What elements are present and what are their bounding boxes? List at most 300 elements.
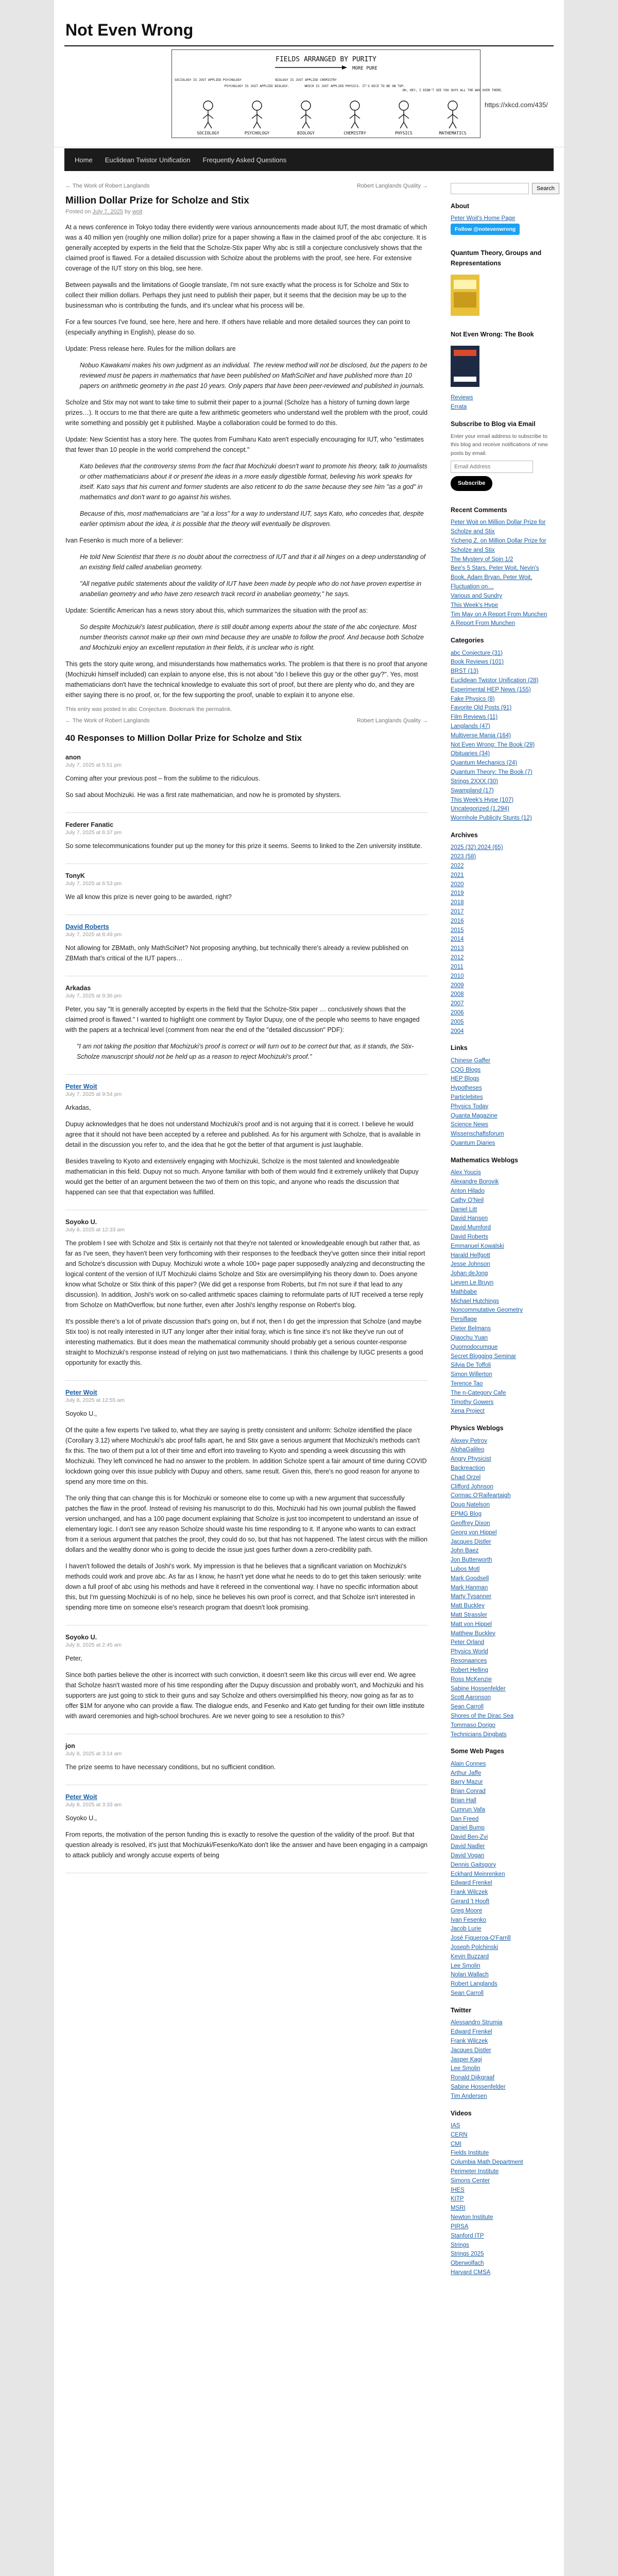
sidebar-link[interactable]: 2025 (32) 2024 (65)	[451, 844, 503, 851]
post-quote	[68, 360, 428, 391]
page	[54, 0, 564, 2576]
sidebar-list-item	[451, 1121, 554, 1130]
sidebar-link[interactable]: Science News	[451, 1122, 488, 1128]
sidebar-link[interactable]: Mark Goodsell	[451, 1575, 489, 1582]
sidebar-link[interactable]: David Ben-Zvi	[451, 1834, 488, 1841]
sidebar-link[interactable]: Brian Hall	[451, 1798, 476, 1804]
sidebar-list-item	[451, 981, 554, 991]
home-page-link[interactable]: Peter Woit's Home Page	[451, 215, 516, 222]
sidebar-link[interactable]: Frank Wilczek	[451, 2038, 488, 2044]
comic-field-label: BIOLOGY	[297, 131, 315, 135]
sidebar-link[interactable]: Sean Carroll	[451, 1990, 484, 1997]
sidebar-list-item	[451, 2223, 554, 2232]
sidebar-list-item	[451, 1343, 554, 1352]
comment-date[interactable]: July 7, 2025 at 9:54 pm	[65, 1091, 122, 1097]
sidebar-link[interactable]: Strings 2025	[451, 2251, 484, 2258]
post-footer-meta: This entry was posted in abc Conjecture. Bookmark the permalink.	[65, 706, 232, 713]
sidebar-list-item	[451, 759, 554, 768]
sidebar-link[interactable]: Book Reviews (101)	[451, 659, 504, 666]
sidebar-list-item	[451, 1778, 554, 1787]
comment-date[interactable]: July 7, 2025 at 6:37 pm	[65, 829, 122, 836]
comment-date[interactable]: July 7, 2025 at 9:36 pm	[65, 993, 122, 999]
nav-faq[interactable]: Frequently Asked Questions	[202, 156, 287, 164]
sidebar-link[interactable]: John Baez	[451, 1548, 479, 1554]
search-input[interactable]	[451, 183, 529, 194]
sidebar-list-item	[451, 1455, 554, 1464]
sidebar-link[interactable]: 2019	[451, 890, 464, 897]
comment-date[interactable]: July 8, 2025 at 2:45 am	[65, 1642, 122, 1648]
sidebar-link[interactable]: 2014	[451, 936, 464, 943]
sidebar-link[interactable]: Langlands (47)	[451, 723, 490, 730]
comment-date[interactable]: July 7, 2025 at 5:51 pm	[65, 762, 122, 768]
sidebar-link[interactable]: Hypotheses	[451, 1085, 482, 1092]
sidebar-link[interactable]: Quantum Diaries	[451, 1140, 495, 1147]
sidebar-list-item	[451, 2259, 554, 2268]
sidebar-link[interactable]: Bee's 5 Stars, Peter Woit, Nevin's Book, Adam Bryan, Peter Woit, Fluctuation on…	[451, 565, 539, 590]
sidebar-link[interactable]: Lee Smolin	[451, 2065, 480, 2072]
sidebar-link[interactable]: 2008	[451, 991, 464, 998]
sidebar-link[interactable]: Peter Orland	[451, 1639, 485, 1646]
sidebar-link[interactable]: 2017	[451, 909, 464, 916]
sidebar-link[interactable]: Frank Wilczek	[451, 1889, 488, 1896]
sidebar-list-item	[451, 2092, 554, 2102]
comment-text: It's possible there's a lot of private discussion that's going on, but if not, then I do get the impression that Scholze (and maybe Stix too) is not really interested in IUT any longer after their initial foray, which is fine since it's not like they've run out of interesting mathematics. But it does mean the mathematical community should probably get a serious counter-response straight to Mochizuki's response instead of relying on just two mathematicians. I think this challenge by IUGC presents a good opportunity for exactly this.	[65, 1318, 423, 1366]
comment-author[interactable]: Peter Woit	[65, 1389, 97, 1396]
sidebar-link[interactable]: Jon Butterworth	[451, 1557, 492, 1564]
post-paragraph: Update: New Scientist has a story here. The quotes from Fumiharu Kato aren't especially encouraging for IUT, who "estimates that fewer than 10 people in the world comprehend the concept."	[65, 436, 424, 453]
sidebar-link[interactable]: KITP	[451, 2196, 464, 2202]
sidebar-link[interactable]: Mathbabe	[451, 1289, 477, 1295]
email-field[interactable]	[451, 461, 533, 473]
sidebar-link[interactable]: MSRI	[451, 2205, 466, 2212]
sidebar-link[interactable]: IAS	[451, 2122, 460, 2129]
sidebar-link[interactable]: Quanta Magazine	[451, 1112, 497, 1119]
sidebar-link[interactable]: Alain Connes	[451, 1760, 486, 1767]
subscribe-button[interactable]: Subscribe	[451, 476, 492, 491]
sidebar-list-item	[451, 1925, 554, 1934]
sidebar-link[interactable]: 2009	[451, 982, 464, 989]
sidebar-link[interactable]: Fields Institute	[451, 2150, 489, 2157]
sidebar-link[interactable]: 2020	[451, 881, 464, 888]
sidebar-link[interactable]: 2006	[451, 1009, 464, 1016]
sidebar-link[interactable]: José Figueroa-O'Farrill	[451, 1935, 511, 1942]
sidebar-link[interactable]: Quantum Theory: The Book (7)	[451, 769, 533, 776]
sidebar-list-item	[451, 1703, 554, 1712]
comment-date[interactable]: July 8, 2025 at 3:33 am	[65, 1802, 122, 1808]
sidebar-list-item	[451, 658, 554, 667]
sidebar-list-item	[451, 1538, 554, 1547]
sidebar-link[interactable]: Secret Blogging Seminar	[451, 1353, 517, 1360]
sidebar-link[interactable]: Cumrun Vafa	[451, 1806, 485, 1813]
sidebar-link[interactable]: Xena Project	[451, 1408, 485, 1415]
sidebar-link[interactable]: David Vogan	[451, 1852, 485, 1859]
sidebar-link[interactable]: 2007	[451, 1001, 464, 1007]
sidebar-list-item	[451, 1769, 554, 1778]
sidebar-link[interactable]: Oberwolfach	[451, 2260, 484, 2267]
sidebar-link[interactable]: Newton Institute	[451, 2214, 493, 2221]
sidebar-link[interactable]: 2021	[451, 872, 464, 878]
sidebar-link[interactable]: Sean Carroll	[451, 1704, 484, 1710]
sidebar-link[interactable]: Quantum Mechanics (24)	[451, 760, 518, 767]
sidebar-link[interactable]: Yicheng Z. on Million Dollar Prize for Scholze and Stix	[451, 538, 546, 553]
sidebar-link[interactable]: Anton Hilado	[451, 1188, 485, 1194]
sidebar-list-item	[451, 1269, 554, 1279]
reviews-link[interactable]: Reviews	[451, 395, 473, 401]
sidebar-list-item	[451, 787, 554, 796]
sidebar-list-item	[451, 1916, 554, 1925]
comment-text: The only thing that can change this is for Mochizuki or someone else to come up with a new argument that successfully patches the flaw in the proof. Instead of revising his manuscript to do this, Mochizuki had his own journal publish the flawed version unchanged, and has a 100 page document explaining that Scholze is just too incompetent to understand an issue of elementary logic. I don't see any reason Scholze should waste his time responding to it. If anyone who wants to can extract from it a serious argument that patches the proof, they could do so, but that has not happened. The latest circus with the million dollars and the wealthy donor who is going to decide the issue just goes further down a zero-credibility path.	[65, 1495, 427, 1553]
sidebar-link[interactable]: Jacques Distler	[451, 1538, 491, 1545]
sidebar-link[interactable]: Michael Hutchings	[451, 1298, 499, 1304]
sidebar-list-item	[451, 1464, 554, 1473]
sidebar-list-item	[451, 1027, 554, 1037]
sidebar-link[interactable]: EPMG Blog	[451, 1511, 482, 1518]
sidebar-list-item	[451, 862, 554, 871]
sidebar-list-item	[451, 1584, 554, 1593]
sidebar-link[interactable]: A Report From Munchen	[451, 620, 516, 627]
nav-home[interactable]: Home	[75, 156, 93, 164]
sidebar-link[interactable]: Sabine Hossenfelder	[451, 2083, 506, 2090]
sidebar-list-item	[451, 1806, 554, 1815]
sidebar-link[interactable]: Scott Aaronson	[451, 1694, 491, 1701]
comic-field-label: SOCIOLOGY	[197, 131, 219, 135]
sidebar-link[interactable]: 2015	[451, 927, 464, 934]
sidebar-list-item	[451, 1852, 554, 1861]
sidebar-link[interactable]: Geoffrey Dixon	[451, 1520, 490, 1527]
comment	[65, 821, 428, 864]
sidebar-link[interactable]: 2018	[451, 900, 464, 906]
math-weblogs-heading: Mathematics Weblogs	[451, 1156, 519, 1164]
sidebar-link[interactable]: Brian Conrad	[451, 1788, 486, 1795]
sidebar-link[interactable]: Particlebites	[451, 1094, 483, 1101]
sidebar-link[interactable]: Shores of the Dirac Sea	[451, 1713, 514, 1719]
sidebar-list-item	[451, 768, 554, 777]
sidebar-link[interactable]: Obituaries (34)	[451, 751, 490, 757]
sidebar-link[interactable]: Perimeter Institute	[451, 2168, 499, 2175]
sidebar-link[interactable]: 2005	[451, 1019, 464, 1025]
prev-post-link[interactable]: ← The Work of Robert Langlands	[65, 718, 150, 724]
sidebar-link[interactable]: Harald Helfgott	[451, 1252, 490, 1259]
sidebar-link[interactable]: Technicians Dingbats	[451, 1731, 507, 1738]
sidebar-link[interactable]: Georg von Hippel	[451, 1529, 497, 1536]
sidebar-list-item	[451, 1334, 554, 1343]
sidebar-link[interactable]: Clifford Johnson	[451, 1483, 493, 1490]
post-paragraph: Update: Press release here. Rules for the million dollars are	[65, 345, 236, 352]
search-button[interactable]: Search	[532, 183, 559, 194]
sidebar-link[interactable]: Backreaction	[451, 1465, 485, 1472]
sidebar-list-item	[451, 963, 554, 972]
sidebar-list-item	[451, 1279, 554, 1288]
sidebar-link[interactable]: Alexey Petrov	[451, 1437, 487, 1444]
sidebar-link[interactable]: Edward Frenkel	[451, 2029, 492, 2036]
comment-date[interactable]: July 8, 2025 at 3:14 am	[65, 1751, 122, 1757]
sidebar-link[interactable]: Matt Strassler	[451, 1612, 487, 1619]
sidebar-link[interactable]: Johan deJong	[451, 1270, 488, 1277]
sidebar-link[interactable]: Doug Natelson	[451, 1502, 490, 1509]
sidebar-list-item	[451, 1815, 554, 1824]
sidebar-list-item	[451, 1473, 554, 1483]
sidebar-link[interactable]: Simon Willerton	[451, 1371, 492, 1378]
comic-speech: OH, HEY, I DIDN'T SEE YOU GUYS ALL THE WAY OVER THERE.	[402, 89, 503, 92]
sidebar-link[interactable]: 2016	[451, 918, 464, 924]
sidebar-list-item	[451, 695, 554, 704]
sidebar-link[interactable]: 2013	[451, 945, 464, 952]
sidebar-list-item	[451, 1315, 554, 1325]
sidebar-link[interactable]: Euclidean Twistor Unification (28)	[451, 677, 539, 684]
sidebar-link[interactable]: Edward Frenkel	[451, 1880, 492, 1887]
site-title[interactable]: Not Even Wrong	[65, 21, 194, 39]
comment	[65, 1083, 428, 1210]
sidebar-link[interactable]: David Mumford	[451, 1225, 491, 1231]
sidebar-link[interactable]: Wormhole Publicity Stunts (12)	[451, 815, 532, 822]
sidebar-link[interactable]: Lieven Le Bruyn	[451, 1280, 494, 1286]
sidebar-link[interactable]: Tim Andersen	[451, 2093, 487, 2099]
sidebar-link[interactable]: Terence Tao	[451, 1380, 483, 1387]
sidebar-list-item	[451, 611, 554, 620]
comment-author[interactable]: Peter Woit	[65, 1793, 97, 1801]
sidebar-link[interactable]: Alexandre Borovik	[451, 1179, 499, 1185]
sidebar-link[interactable]: Strings	[451, 2242, 469, 2248]
sidebar-link[interactable]: Qiaochu Yuan	[451, 1334, 488, 1341]
sidebar-link[interactable]: abc Conjecture (31)	[451, 650, 503, 656]
banner-url[interactable]: https://xkcd.com/435/	[485, 101, 548, 109]
sidebar-link[interactable]: 2011	[451, 963, 464, 970]
sidebar-link[interactable]: Sabine Hossenfelder	[451, 1685, 506, 1692]
sidebar-link[interactable]: Cathy O'Neil	[451, 1197, 484, 1204]
search-form	[451, 183, 554, 194]
comment-author[interactable]: David Roberts	[65, 923, 109, 930]
sidebar-link[interactable]: Fake Physics (8)	[451, 696, 495, 702]
quote-text: He told New Scientist that there is no doubt about the correctness of IUT and that it all hinges on a deep understanding of an existing field called anabelian geometry.	[80, 553, 426, 571]
prev-post-link[interactable]: ← The Work of Robert Langlands	[65, 183, 150, 189]
sidebar-link[interactable]: Timothy Gowers	[451, 1399, 494, 1405]
svg-text:MORE PURE: MORE PURE	[352, 66, 377, 71]
sidebar-list-item	[451, 796, 554, 805]
sidebar-link[interactable]: CQG Blogs	[451, 1066, 481, 1073]
post-paragraph: For a few sources I've found, see here, here and here. If others have reliable and more detailed sources they can point to (especially anything in English), please do so.	[65, 318, 410, 336]
next-post-link[interactable]: Robert Langlands Quality →	[356, 183, 428, 189]
sidebar-link[interactable]: Jasper Kagi	[451, 2056, 482, 2063]
sidebar-link[interactable]: Dan Freed	[451, 1816, 479, 1822]
sidebar-link[interactable]: Ross McKenzie	[451, 1676, 492, 1683]
sidebar-link[interactable]: Jacques Distler	[451, 2047, 491, 2054]
sidebar-link[interactable]: Kevin Buzzard	[451, 1953, 489, 1960]
sidebar-link[interactable]: Barry Mazur	[451, 1779, 483, 1786]
sidebar-link[interactable]: Strings 2XXX (30)	[451, 778, 499, 785]
sidebar-link[interactable]: Robert Langlands	[451, 1981, 497, 1988]
sidebar-link[interactable]: Alessandro Strumia	[451, 2020, 503, 2026]
sidebar-link[interactable]: Daniel Litt	[451, 1206, 477, 1213]
sidebar-link[interactable]: Tommaso Dorigo	[451, 1722, 495, 1728]
sidebar-link[interactable]: David Roberts	[451, 1233, 488, 1240]
sidebar-link[interactable]: Resonaances	[451, 1658, 487, 1665]
comment-text: Soyoko U.,	[65, 1410, 97, 1417]
errata-link[interactable]: Errata	[451, 404, 467, 411]
sidebar-list-item	[451, 619, 554, 629]
sidebar-link[interactable]: Emmanuel Kowalski	[451, 1243, 504, 1249]
categories-heading: Categories	[451, 637, 484, 645]
sidebar-list-item	[451, 1888, 554, 1897]
sidebar-link[interactable]: Matt Buckley	[451, 1603, 485, 1609]
sidebar-link[interactable]: Wissenschaftsforum	[451, 1131, 504, 1138]
sidebar-link[interactable]: Persiflage	[451, 1316, 477, 1323]
comment-text: Not allowing for ZBMath, only MathSciNet? Not proposing anything, but technically there's already a review published on ZBMath that's critical of the IUT papers…	[65, 944, 408, 962]
quote-text: "All negative public statements about the validity of IUT have been made by people who do not have proven expertise in anabelian geometry and who have zero research track record in anabelian geometry," he says.	[80, 580, 422, 598]
sidebar-link[interactable]: 2023 (58)	[451, 854, 476, 860]
sidebar-link[interactable]: David Hansen	[451, 1215, 488, 1222]
sidebar-link[interactable]: Simons Center	[451, 2177, 490, 2184]
post-navigation	[65, 183, 428, 189]
sidebar-link[interactable]: 2010	[451, 973, 464, 979]
sidebar-link[interactable]: Cormac O'Raifeartaigh	[451, 1493, 511, 1499]
sidebar-link[interactable]: Greg Moore	[451, 1907, 483, 1914]
sidebar-link[interactable]: Ronald Dijkgraaf	[451, 2075, 495, 2081]
sidebar-link[interactable]: Film Reviews (11)	[451, 714, 498, 721]
sidebar-link[interactable]: Harvard CMSA	[451, 2269, 491, 2276]
sidebar-list-item	[451, 1297, 554, 1307]
sidebar-link[interactable]: This Week's Hype (107)	[451, 796, 514, 803]
sidebar-list-item	[451, 649, 554, 658]
sidebar-link[interactable]: Noncommutative Geometry	[451, 1307, 523, 1314]
sidebar-link[interactable]: CMI	[451, 2141, 462, 2147]
comment-author: Soyoko U.	[65, 1634, 97, 1641]
sidebar-link[interactable]: Favorite Old Posts (91)	[451, 705, 512, 711]
sidebar-link[interactable]: Chad Orzel	[451, 1474, 481, 1481]
sidebar-link[interactable]: Matthew Buckley	[451, 1630, 495, 1637]
book1-heading: Quantum Theory, Groups and Representations	[451, 249, 542, 267]
sidebar-link[interactable]: This Week's Hype	[451, 602, 499, 608]
sidebar-list-item	[451, 908, 554, 917]
sidebar-link[interactable]: BRST (13)	[451, 668, 479, 675]
comment-text: Soyoko U.,	[65, 1815, 97, 1822]
sidebar-link[interactable]: Marty Tysanner	[451, 1594, 492, 1600]
comment-date[interactable]: July 7, 2025 at 6:53 pm	[65, 880, 122, 887]
sidebar-list-item	[451, 741, 554, 750]
nav-euclidean-twistor[interactable]: Euclidean Twistor Unification	[105, 156, 191, 164]
comment-author: Federer Fanatic	[65, 821, 114, 828]
sidebar-link[interactable]: Various and Sundry	[451, 592, 503, 599]
sidebar-list-item	[451, 2213, 554, 2223]
sidebar-link[interactable]: Matt von Hippel	[451, 1621, 492, 1628]
sidebar-list-item	[451, 1066, 554, 1075]
sidebar-link[interactable]: 2022	[451, 862, 464, 869]
book-cover-quantum-theory[interactable]	[451, 275, 479, 316]
sidebar-link[interactable]: Stanford ITP	[451, 2232, 484, 2239]
sidebar-link[interactable]: Uncategorized (1,294)	[451, 806, 509, 812]
sidebar-link[interactable]: The n-Category Cafe	[451, 1389, 506, 1396]
sidebar-link[interactable]: Swampland (17)	[451, 787, 494, 794]
sidebar-link[interactable]: Jesse Johnson	[451, 1261, 490, 1268]
sidebar-list-item	[451, 1437, 554, 1446]
sidebar-list-item	[451, 2268, 554, 2278]
sidebar-link[interactable]: Experimental HEP News (155)	[451, 686, 531, 693]
responses-heading: 40 Responses to Million Dollar Prize for Scholze and Stix	[65, 733, 302, 743]
sidebar-link[interactable]: CERN	[451, 2131, 468, 2138]
sidebar-list-item	[451, 555, 554, 565]
sidebar-link[interactable]: Physics Today	[451, 1103, 489, 1110]
sidebar-link[interactable]: Jacob Lurie	[451, 1926, 482, 1933]
post-paragraph: At a news conference in Tokyo today there evidently were various announcements made about IUT, the most dramatic of which was a 40 million yen (roughly one million dollar) prize for a paper showing a flaw in the claimed proof of the abc conjecture. It is generally accepted by experts in the field that the Scholze-Stix paper Why abc is still a conjecture conclusively shows that the claimed proof is flawed. For a detailed discussion with Scholze about the problems with the proof, see here. For extensive coverage of the IUT story on this blog, see here.	[65, 224, 427, 272]
comment-text: The problem I see with Scholze and Stix is certainly not that they're not talented or knowledgeable enough but rather that, as far as I've seen, they haven't been very forthcoming with their responses to the feedback they've gotten since their initial report and Scholze's discussion with Dupuy. Mochizuki wrote a whole 100+ page paper supposedly analyzing and deconstructing the logical content of the version of IUT Mochizuki claims Scholze and Stix are oversimplifying his theory down to. Does anyone know what Scholze or Stix think of this paper? (We did get a response from Roberts, but I'm not sure if that lead to any discussion). In addition, Joshi's work on so-called arithmetic spaces claiming to reformulate parts of IUT received a terse reply from Scholze on MathOverflow, but none further, even after Joshi's lengthy response on Robert's blog.	[65, 1240, 425, 1309]
comment-text: Peter, you say "It is generally accepted by experts in the field that the Scholze-Stix paper … conclusively shows that the claimed proof is flawed." I wanted to highlight one comment by Taylor Dupuy, one of the people who seems to have engaged with the papers at a technical level (comment from near the end of the "detailed discussion" PDF):	[65, 1006, 420, 1033]
sidebar-link[interactable]: Eckhard Meinrenken	[451, 1871, 505, 1877]
links-heading: Links	[451, 1044, 468, 1052]
sidebar-link[interactable]: Multiverse Mania (164)	[451, 732, 511, 739]
sidebar-link[interactable]: Gerard 't Hooft	[451, 1898, 490, 1905]
comment-date[interactable]: July 7, 2025 at 8:49 pm	[65, 931, 122, 938]
sidebar-link[interactable]: Silvia De Toffoli	[451, 1362, 491, 1369]
sidebar-link[interactable]: Ivan Fesenko	[451, 1917, 487, 1923]
comic-speech: SOCIOLOGY IS JUST APPLIED PSYCHOLOGY	[174, 78, 242, 82]
sidebar-list-item	[451, 1556, 554, 1565]
sidebar-link[interactable]: Not Even Wrong: The Book (29)	[451, 741, 535, 748]
sidebar-link[interactable]: Physics World	[451, 1649, 488, 1655]
sidebar-link[interactable]: Angry Physicist	[451, 1456, 491, 1463]
sidebar-link[interactable]: Robert Helling	[451, 1667, 488, 1673]
sidebar-link[interactable]: David Nadler	[451, 1843, 485, 1850]
sidebar-list-item	[451, 592, 554, 601]
sidebar-link[interactable]: Arthur Jaffe	[451, 1770, 482, 1776]
comment-date[interactable]: July 8, 2025 at 12:33 am	[65, 1227, 125, 1233]
sidebar-link[interactable]: Columbia Math Department	[451, 2159, 523, 2166]
comic-figure	[225, 84, 289, 135]
sidebar-list-item	[451, 1361, 554, 1370]
comment-text: Dupuy acknowledges that he does not understand Mochizuki's proof and is not arguing that it is correct. I believe he would agree that it should not have been accepted by a referee and published. As for his argument with Scholze, that is available in detail in the discussion you refer to, and the idea that he got the better of that argument is just laughable.	[65, 1121, 421, 1148]
sidebar-link[interactable]: Lubos Motl	[451, 1566, 480, 1572]
sidebar-link[interactable]: Nolan Wallach	[451, 1972, 489, 1978]
sidebar-list-item	[451, 1139, 554, 1148]
sidebar-list-item	[451, 926, 554, 936]
sidebar-list-item	[451, 1989, 554, 1998]
sidebar-link[interactable]: Peter Woit on Million Dollar Prize for Scholze and Stix	[451, 519, 546, 535]
sidebar-link[interactable]: 2004	[451, 1028, 464, 1035]
post-quote	[68, 622, 428, 653]
sidebar-link[interactable]: Alex Youcis	[451, 1170, 481, 1176]
sidebar-link[interactable]: Mark Hanman	[451, 1584, 488, 1591]
sidebar-link[interactable]: Lee Smolin	[451, 1962, 480, 1969]
sidebar-link[interactable]: Daniel Bump	[451, 1825, 485, 1832]
twitter-follow-button[interactable]: Follow @notevenwrong	[451, 224, 520, 235]
sidebar-list-item	[451, 1370, 554, 1380]
sidebar-link	[451, 214, 554, 224]
sidebar-link[interactable]: Joseph Polchinski	[451, 1944, 499, 1951]
comment-text: "I am not taking the position that Mochizuki's proof is correct or will turn out to be correct but that, as it stands, the Stix-Scholze manuscript should not be held up as a reason to reject Mochizuki's proof."	[77, 1043, 414, 1060]
post-author-link[interactable]: woit	[132, 209, 143, 215]
sidebar-link[interactable]: Pieter Belmans	[451, 1326, 491, 1332]
next-post-link[interactable]: Robert Langlands Quality →	[356, 718, 428, 724]
sidebar-list-item	[451, 1897, 554, 1907]
post-date-link[interactable]: July 7, 2025	[92, 209, 123, 215]
sidebar-list-item	[451, 1501, 554, 1510]
sidebar-link[interactable]: Dennis Gaitsgory	[451, 1861, 496, 1868]
sidebar-link[interactable]: IHES	[451, 2187, 465, 2193]
comment-date[interactable]: July 8, 2025 at 12:55 am	[65, 1397, 125, 1403]
sidebar-link[interactable]: Quomodocumque	[451, 1344, 498, 1350]
comment-author[interactable]: Peter Woit	[65, 1083, 97, 1090]
physics-weblogs-heading: Physics Weblogs	[451, 1425, 504, 1432]
sidebar-link[interactable]: AlphaGalileo	[451, 1447, 485, 1453]
sidebar-list-item	[451, 1666, 554, 1675]
comic-field-label: CHEMISTRY	[344, 131, 366, 135]
sidebar-link[interactable]: HEP Blogs	[451, 1076, 479, 1082]
book-cover-not-even-wrong[interactable]	[451, 346, 479, 387]
sidebar-link[interactable]: 2012	[451, 955, 464, 961]
sidebar-link[interactable]: Tim May on A Report From Munchen	[451, 611, 547, 618]
sidebar-link[interactable]: The Mystery of Spin 1/2	[451, 556, 513, 563]
sidebar-link[interactable]: Chinese Gaffer	[451, 1057, 491, 1064]
sidebar-link[interactable]: PIRSA	[451, 2223, 469, 2230]
comment-text: Of the quite a few experts I've talked to, what they are saying is pretty consistent and uniform: Scholze identified the place (Corollary 3.12) where Mochizuki's abc proof falls apart, he and Stix gave a serious argument that Mochizuki's methods can't fix this. The two of them put a lot of their time and effort into traveling to Kyoto and spending a week discussing this with Mochizuki. They left convinced he had no answer to the problem. In addition Scholze spent a fair amount of time during COVID lockdown going over this issue publicly with Dupuy and others, same result. Given this, there's no good reason for anyone to spend any more time on this.	[65, 1427, 427, 1485]
